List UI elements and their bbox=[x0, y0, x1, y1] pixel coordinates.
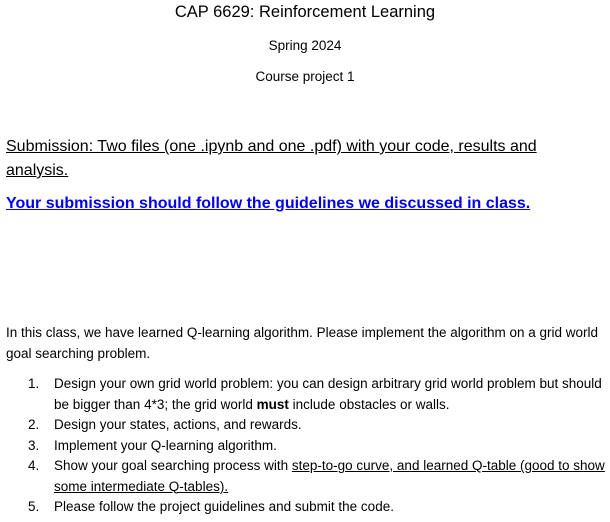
course-title: CAP 6629: Reinforcement Learning bbox=[174, 3, 436, 21]
list-item-text: include obstacles or walls. bbox=[288, 396, 450, 412]
list-item-number: 5. bbox=[28, 499, 40, 514]
list-item-text: Implement your Q-learning algorithm. bbox=[54, 437, 277, 453]
guidelines-link[interactable]: Your submission should follow the guidelines we discussed in class. bbox=[6, 195, 531, 212]
list-item-text: Design your states, actions, and rewards. bbox=[54, 417, 302, 432]
submission-instructions: Submission: Two files (one .ipynb and one .pdf) with your code, results and analysis. bbox=[6, 138, 537, 179]
list-item bbox=[0, 497, 610, 518]
list-item bbox=[0, 436, 610, 457]
list-item-text: Design your own grid world problem: you can design arbitrary grid world problem but should be bigger than 4*3; the grid world bbox=[54, 376, 602, 412]
list-item-number: 1. bbox=[28, 376, 40, 391]
intro-paragraph: In this class, we have learned Q-learning algorithm. Please implement the algorithm on a grid world goal searching problem. bbox=[6, 325, 599, 361]
list-item-number: 2. bbox=[28, 417, 40, 432]
task-list bbox=[0, 374, 610, 518]
list-item-emphasis: must bbox=[256, 396, 289, 412]
list-item-number: 3. bbox=[28, 437, 40, 453]
project-label: Course project 1 bbox=[255, 69, 355, 84]
list-item-number: 4. bbox=[28, 458, 40, 473]
list-item-underlined-text: step-to-go curve, and learned Q-table (good to show some intermediate Q-tables). bbox=[54, 458, 605, 494]
list-item bbox=[0, 456, 610, 497]
term-label: Spring 2024 bbox=[268, 38, 342, 53]
list-item-text: Show your goal searching process with bbox=[54, 458, 292, 473]
list-item bbox=[0, 415, 610, 436]
list-item bbox=[0, 374, 610, 415]
list-item-text: Please follow the project guidelines and submit the code. bbox=[54, 499, 394, 514]
